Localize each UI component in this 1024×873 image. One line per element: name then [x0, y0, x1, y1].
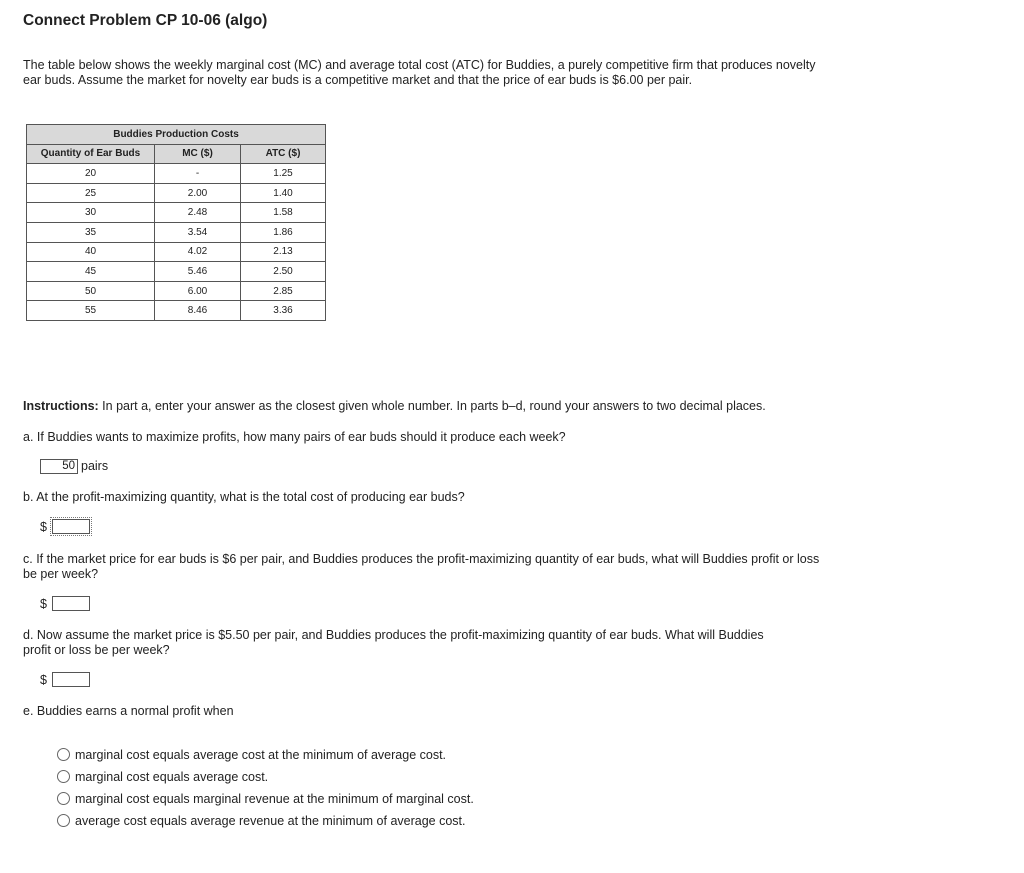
col-header: ATC ($) [241, 144, 326, 164]
page-title: Connect Problem CP 10-06 (algo) [23, 12, 268, 29]
table-cell: 25 [27, 183, 155, 203]
unit-label: pairs [81, 459, 109, 473]
radio-option[interactable] [57, 792, 474, 806]
table-row [27, 203, 326, 223]
table-cell: 55 [27, 301, 155, 321]
table-cell: 1.40 [241, 183, 326, 203]
dollar-sign: $ [40, 597, 47, 611]
radio-button[interactable] [57, 748, 70, 761]
table-cell: 1.25 [241, 164, 326, 184]
radio-button[interactable] [57, 814, 70, 827]
question-b: b. At the profit-maximizing quantity, what is the total cost of producing ear buds? [23, 490, 465, 504]
question-a: a. If Buddies wants to maximize profits, how many pairs of ear buds should it produce each week? [23, 430, 566, 444]
table-cell: 1.58 [241, 203, 326, 223]
table-cell: 20 [27, 164, 155, 184]
option-label: average cost equals average revenue at the minimum of average cost. [75, 814, 466, 828]
table-caption: Buddies Production Costs [27, 125, 326, 145]
table-cell: 45 [27, 262, 155, 282]
table-cell: 2.50 [241, 262, 326, 282]
table-row [27, 242, 326, 262]
instructions-text: In part a, enter your answer as the closest given whole number. In parts b–d, round your answers to two decimal places. [98, 399, 766, 413]
table-cell: 2.00 [155, 183, 241, 203]
radio-option[interactable] [57, 770, 268, 784]
question-c: c. If the market price for ear buds is $6 per pair, and Buddies produces the profit-maximizing quantity of ear buds, what will Buddies profit or loss be per week? [23, 552, 820, 581]
question-e: e. Buddies earns a normal profit when [23, 704, 234, 718]
radio-button[interactable] [57, 770, 70, 783]
table-cell: - [155, 164, 241, 184]
instructions-label: Instructions: [23, 399, 99, 413]
table-cell: 50 [27, 281, 155, 301]
answer-c-input[interactable] [52, 596, 90, 611]
table-cell: 5.46 [155, 262, 241, 282]
table-cell: 8.46 [155, 301, 241, 321]
question-d: d. Now assume the market price is $5.50 per pair, and Buddies produces the profit-maximizing quantity of ear buds. What will Buddies profit or loss be per week? [23, 628, 764, 657]
intro-text: The table below shows the weekly marginal cost (MC) and average total cost (ATC) for Buddies, a purely competitive firm that produces novelty ear buds. Assume the market for novelty ear buds is a competitive market and that the price of ear buds is $6.00 per pair. [23, 58, 816, 87]
option-label: marginal cost equals average cost. [75, 770, 269, 784]
table-cell: 3.54 [155, 222, 241, 242]
option-label: marginal cost equals marginal revenue at the minimum of marginal cost. [75, 792, 474, 806]
table-cell: 6.00 [155, 281, 241, 301]
table-cell: 2.85 [241, 281, 326, 301]
col-header: MC ($) [155, 144, 241, 164]
production-costs-table [26, 124, 326, 321]
radio-option[interactable] [57, 748, 446, 762]
table-row [27, 281, 326, 301]
answer-b-input[interactable] [52, 519, 90, 534]
table-row [27, 301, 326, 321]
table-row [27, 183, 326, 203]
table-cell: 3.36 [241, 301, 326, 321]
table-cell: 30 [27, 203, 155, 223]
radio-option[interactable] [57, 814, 466, 828]
table-cell: 2.48 [155, 203, 241, 223]
table-cell: 1.86 [241, 222, 326, 242]
table-cell: 40 [27, 242, 155, 262]
instructions [23, 399, 766, 414]
table-row [27, 222, 326, 242]
dollar-sign: $ [40, 673, 47, 687]
answer-a-input[interactable]: 50 [40, 459, 78, 474]
table-cell: 4.02 [155, 242, 241, 262]
answer-d-input[interactable] [52, 672, 90, 687]
option-label: marginal cost equals average cost at the minimum of average cost. [75, 748, 447, 762]
col-header: Quantity of Ear Buds [27, 144, 155, 164]
table-row [27, 164, 326, 184]
table-row [27, 262, 326, 282]
table-cell: 35 [27, 222, 155, 242]
table-cell: 2.13 [241, 242, 326, 262]
radio-button[interactable] [57, 792, 70, 805]
dollar-sign: $ [40, 520, 47, 534]
